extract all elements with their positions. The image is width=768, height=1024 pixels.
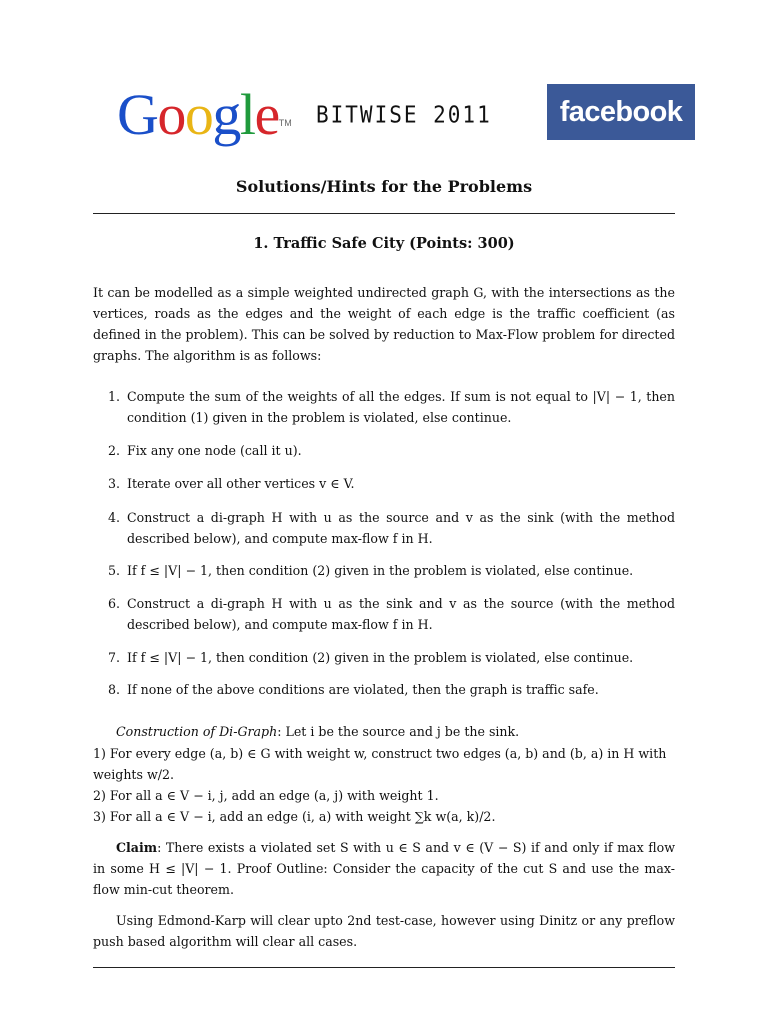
step-number: 1. [108,389,121,404]
step-text: Construct a di-graph H with u as the source and v as the sink (with the method described below), and compute max-flow f in H. [127,510,675,546]
step-text: If f ≤ |V| − 1, then condition (2) given in the problem is violated, else continue. [127,650,634,665]
claim-paragraph [93,837,675,900]
google-tm: TM [278,118,292,128]
construction-rule-1b: weights w/2. [93,767,174,782]
step-number: 2. [108,443,121,458]
step-number: 4. [108,510,121,525]
step-number: 8. [108,682,121,697]
construction-intro-text: : Let i be the source and j be the sink. [277,724,520,739]
google-logo: Google™ [117,82,292,147]
construction-rule-2: 2) For all a ∈ V − i, j, add an edge (a, j) with weight 1. [93,788,439,803]
claim-text: : There exists a violated set S with u ∈ S and v ∈ (V − S) if and only if max flow in some H ≤ |V| − 1. Proof Outline: Consider the capacity of the cut S and use the max-flow min-cut theorem. [93,840,675,897]
construction-heading: Construction of Di-Graph [116,724,278,739]
step-text: Iterate over all other vertices v ∈ V. [127,476,355,491]
top-divider [93,213,675,214]
section-title: 1. Traffic Safe City (Points: 300) [253,235,515,252]
step-number: 5. [108,563,121,578]
step-text: If none of the above conditions are violated, then the graph is traffic safe. [127,682,599,697]
step-text: Construct a di-graph H with u as the sink and v as the source (with the method described below), and compute max-flow f in H. [127,596,675,632]
step-text: Compute the sum of the weights of all the edges. If sum is not equal to |V| − 1, then condition (1) given in the problem is violated, else continue. [127,389,675,425]
claim-label: Claim [116,840,158,855]
event-name: BITWISE 2011 [316,101,492,129]
final-paragraph: Using Edmond-Karp will clear upto 2nd test-case, however using Dinitz or any preflow push based algorithm will clear all cases. [93,913,675,949]
construction-intro [116,721,698,742]
facebook-logo: facebook [547,84,695,140]
step-number: 3. [108,476,121,491]
step-number: 7. [108,650,121,665]
step-text: Fix any one node (call it u). [127,443,302,458]
page-title: Solutions/Hints for the Problems [235,177,533,196]
construction-rule-1a: 1) For every edge (a, b) ∈ G with weight w, construct two edges (a, b) and (b, a) in H with [93,746,667,761]
bottom-divider [93,967,675,968]
step-text: If f ≤ |V| − 1, then condition (2) given in the problem is violated, else continue. [127,563,634,578]
intro-paragraph: It can be modelled as a simple weighted undirected graph G, with the intersections as the vertices, roads as the edges and the weight of each edge is the traffic coefficient (as defined in the problem). This can be solved by reduction to Max-Flow problem for directed graphs. The algorithm is as follows: [93,285,675,363]
step-number: 6. [108,596,121,611]
construction-rule-3: 3) For all a ∈ V − i, add an edge (i, a) with weight ∑k w(a, k)/2. [93,809,496,824]
